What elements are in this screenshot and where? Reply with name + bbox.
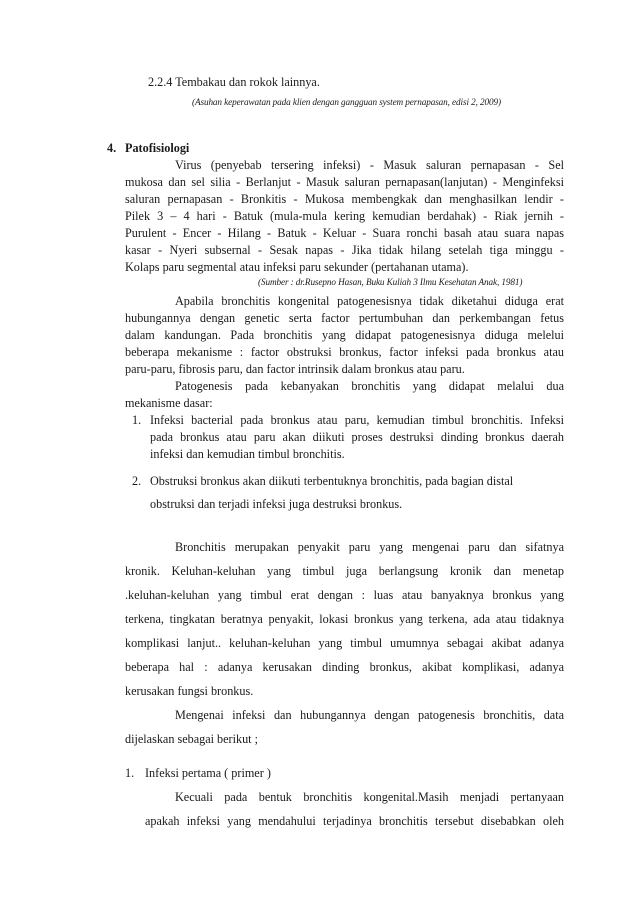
section-title: Patofisiologi <box>125 141 190 155</box>
list-item-line: infeksi dan kemudian timbul bronchitis. <box>150 447 345 461</box>
para4-line: Bronchitis merupakan penyakit paru yang mengenai paru dan sifatnya <box>175 540 564 554</box>
list-item-line: pada bronkus atau paru akan diikuti proses destruksi dinding bronkus daerah <box>150 430 564 444</box>
citation-1: (Asuhan keperawatan pada klien dengan gangguan system pernapasan, edisi 2, 2009) <box>192 97 501 107</box>
para1-line: Virus (penyebab tersering infeksi) - Masuk saluran pernapasan - Sel <box>175 158 564 172</box>
para4-line: beberapa hal : adanya kerusakan dinding bronkus, akibat komplikasi, adanya <box>125 660 564 674</box>
list-item-2-2-4: 2.2.4 Tembakau dan rokok lainnya. <box>148 75 320 89</box>
list-number: 2. <box>132 474 142 488</box>
para1-line: Kolaps paru segmental atau infeksi paru sekunder (pertahanan utama). <box>125 260 469 274</box>
para1-line: kasar - Nyeri subsernal - Sesak napas - Jika tidak hilang setelah tiga minggu - <box>125 243 564 257</box>
citation-2: (Sumber : dr.Rusepno Hasan, Buku Kuliah 3 Ilmu Kesehatan Anak, 1981) <box>258 277 523 287</box>
para4-line: terkena, tingkatan beratnya penyakit, lokasi bronkus yang terkena, ada atau tidaknya <box>125 612 564 626</box>
list-item-line: Obstruksi bronkus akan diikuti terbentuknya bronchitis, pada bagian distal <box>150 474 514 488</box>
list-number: 1. <box>125 766 135 780</box>
para4-line: kronik. Keluhan-keluhan yang timbul juga berlangsung kronik dan menetap <box>125 564 564 578</box>
para2-line: Apabila bronchitis kongenital patogenesisnya tidak diketahui diduga erat <box>175 294 564 308</box>
para3-line: Patogenesis pada kebanyakan bronchitis yang didapat melalui dua <box>175 379 564 393</box>
list-number: 1. <box>132 413 142 427</box>
para4-line: .keluhan-keluhan yang timbul erat dengan : luas atau banyaknya bronkus yang <box>125 588 564 602</box>
para6-line: Kecuali pada bentuk bronchitis kongenital.Masih menjadi pertanyaan <box>175 790 564 804</box>
list-item-line: Infeksi bacterial pada bronkus atau paru, kemudian timbul bronchitis. Infeksi <box>150 413 564 427</box>
para1-line: Purulent - Encer - Hilang - Batuk - Keluar - Suara ronchi basah atau suara napas <box>125 226 564 240</box>
para2-line: beberapa mekanisme : factor obstruksi bronkus, factor infeksi pada bronkus atau <box>125 345 564 359</box>
para1-line: mukosa dan sel silia - Berlanjut - Masuk saluran pernapasan(lanjutan) - Menginfeksi <box>125 175 564 189</box>
para2-line: dalam kandungan. Pada bronchitis yang didapat patogenesisnya diduga melelui <box>125 328 564 342</box>
section-number: 4. <box>107 141 117 155</box>
para6-line: apakah infeksi yang mendahului terjadinya bronchitis tersebut disebabkan oleh <box>145 814 564 828</box>
para5-line: Mengenai infeksi dan hubungannya dengan patogenesis bronchitis, data <box>175 708 564 722</box>
para2-line: paru-paru, fibrosis paru, dan factor intrinsik dalam bronkus atau paru. <box>125 362 465 376</box>
para1-line: saluran pernapasan - Bronkitis - Mukosa membengkak dan menghasilkan lendir - <box>125 192 564 206</box>
para5-line: dijelaskan sebagai berikut ; <box>125 732 259 746</box>
para4-line: kerusakan fungsi bronkus. <box>125 684 254 698</box>
list-item-title: Infeksi pertama ( primer ) <box>145 766 271 780</box>
para3-line: mekanisme dasar: <box>125 396 213 410</box>
para1-line: Pilek 3 – 4 hari - Batuk (mula-mula kering kemudian berdahak) - Riak jernih - <box>125 209 564 223</box>
para4-line: komplikasi lanjut.. keluhan-keluhan yang timbul umumnya sebagai akibat adanya <box>125 636 564 650</box>
list-item-line: obstruksi dan terjadi infeksi juga destruksi bronkus. <box>150 497 403 511</box>
para2-line: hubungannya dengan genetic serta factor pertumbuhan dan perkembangan fetus <box>125 311 564 325</box>
